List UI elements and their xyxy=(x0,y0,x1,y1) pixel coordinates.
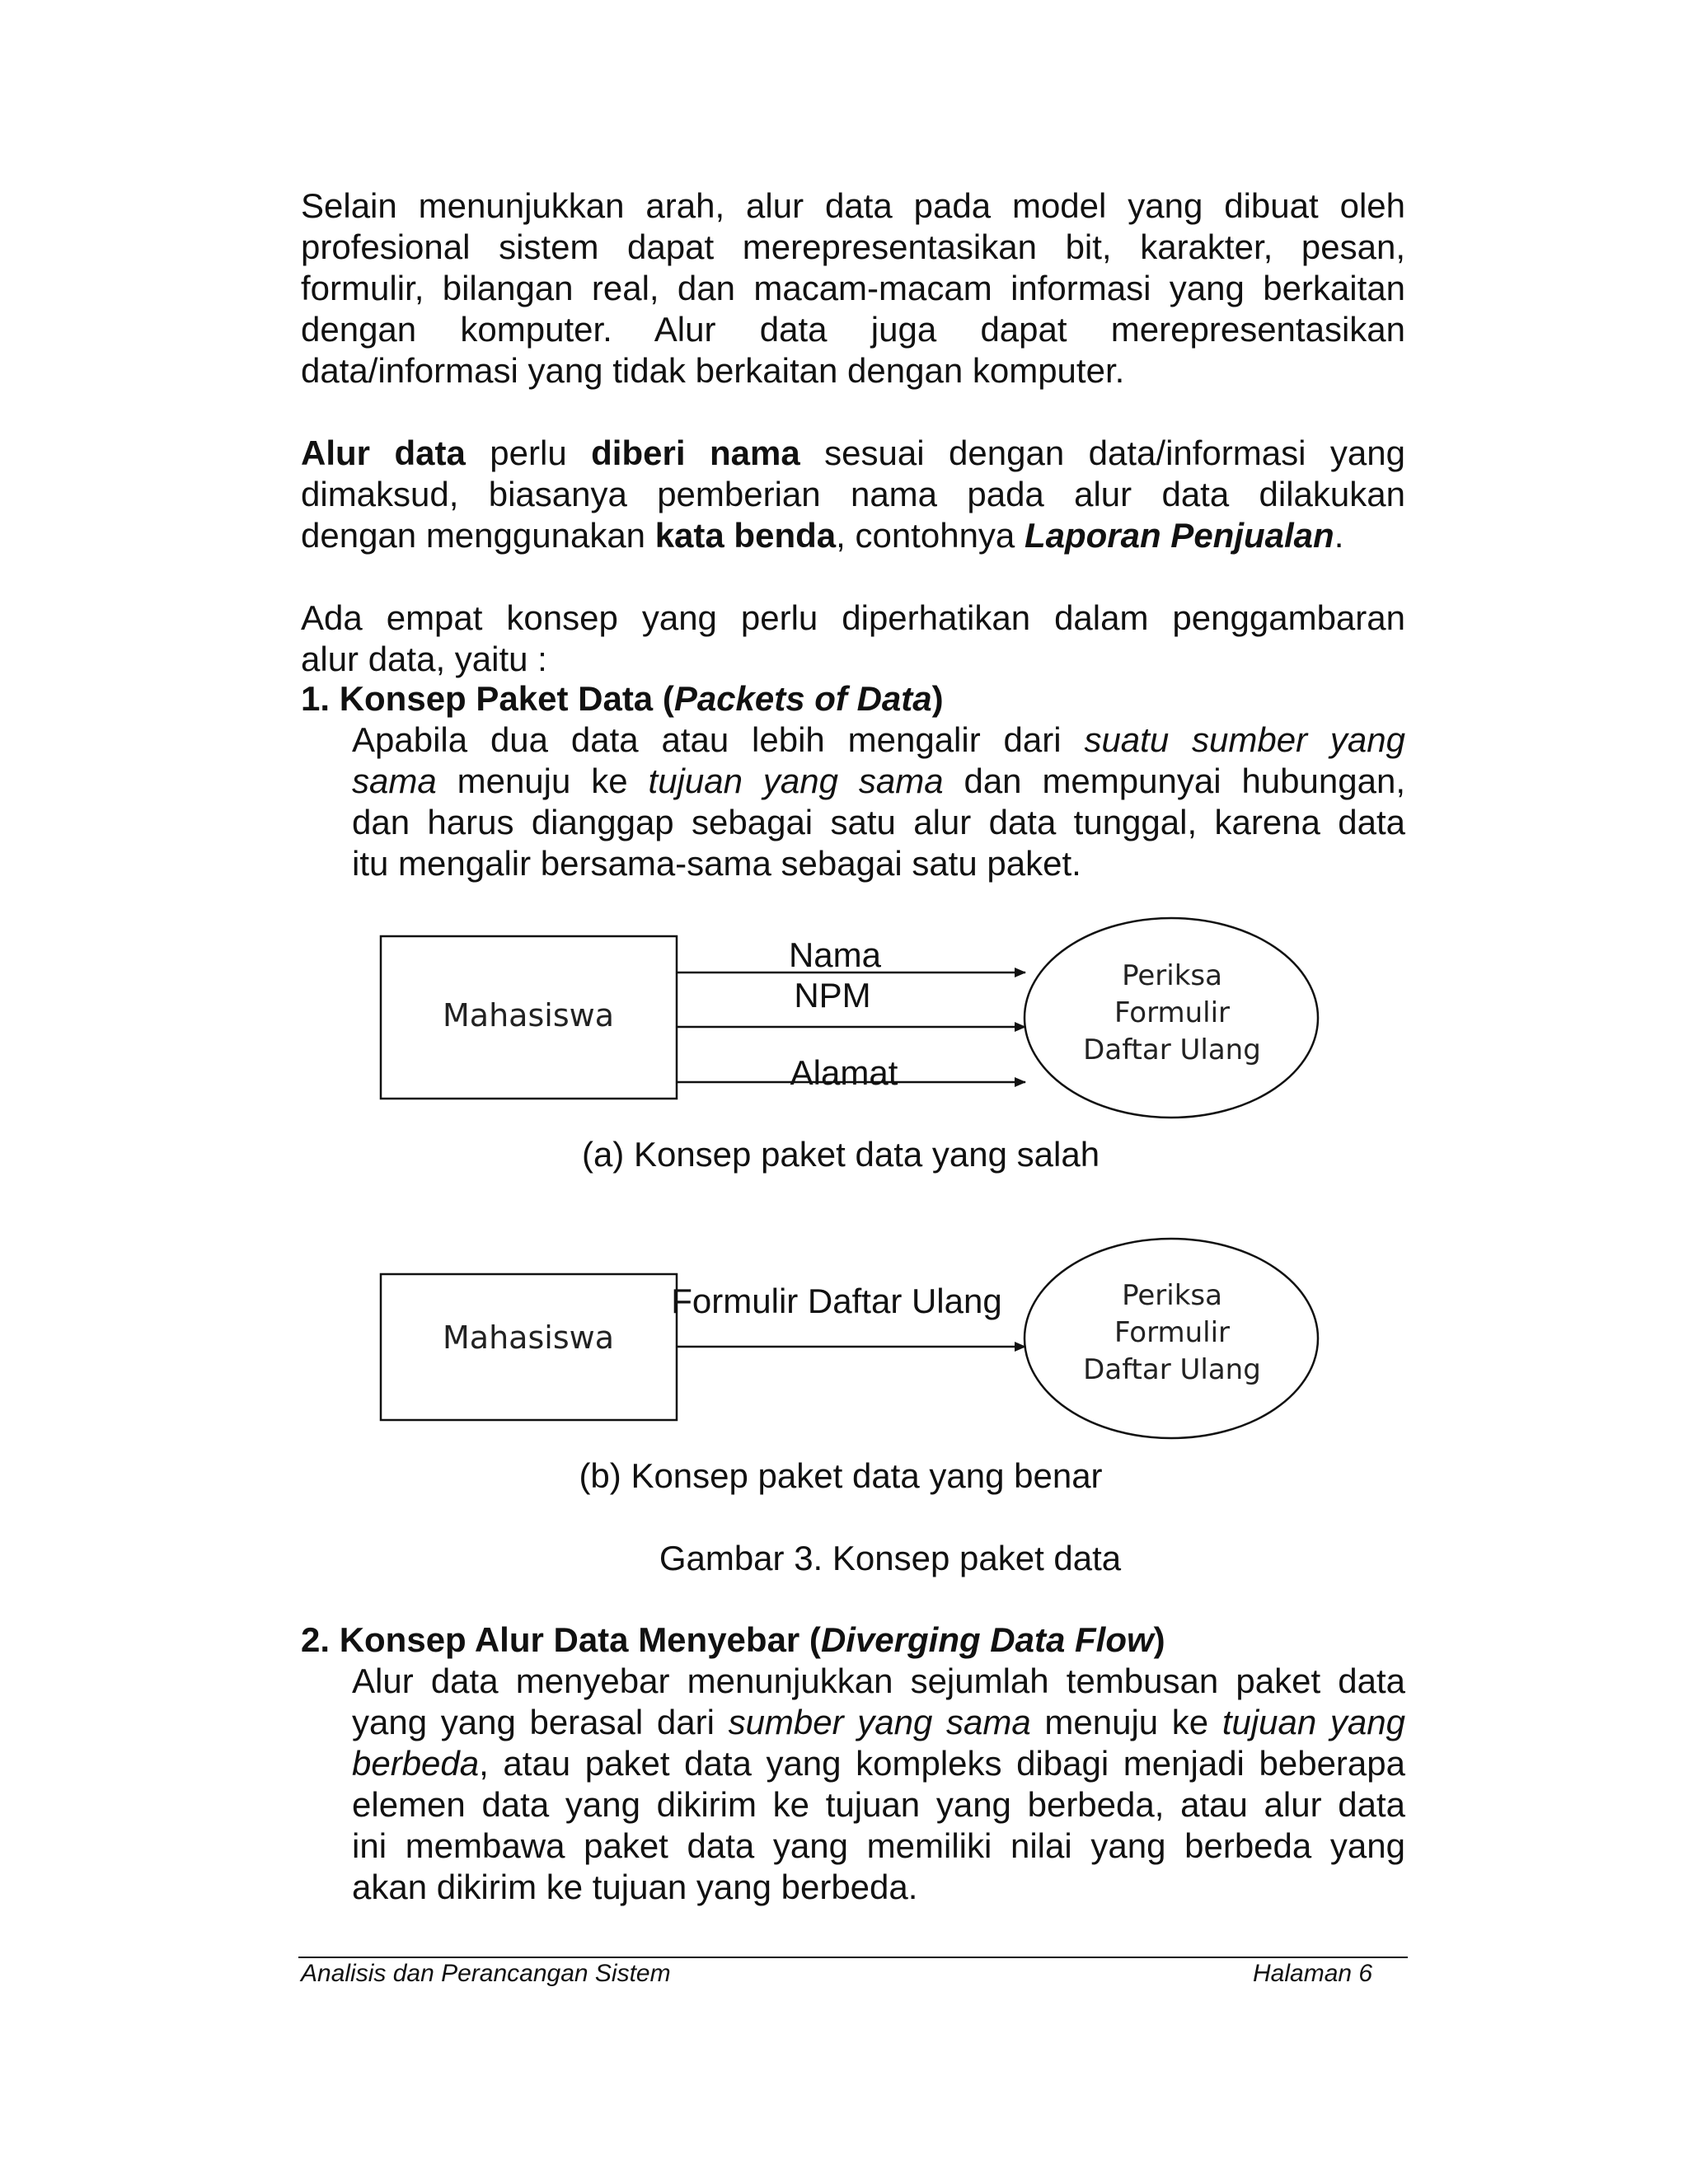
bold-kata-benda: kata benda xyxy=(654,516,837,555)
section2-line-6: akan dikirim ke tujuan yang berbeda. xyxy=(352,1868,918,1906)
body-italic: sama xyxy=(352,762,437,800)
flow-label-formulir: Formulir Daftar Ulang xyxy=(671,1282,1002,1320)
bold-alur-data: Alur data xyxy=(301,434,466,472)
flow-label-alamat: Alamat xyxy=(790,1053,898,1092)
intro-line-5: data/informasi yang tidak berkaitan dengan komputer. xyxy=(301,351,1125,390)
caption-a: (a) Konsep paket data yang salah xyxy=(581,1135,1100,1174)
flow-label-npm: NPM xyxy=(794,976,871,1015)
footer-title: Analisis dan Perancangan Sistem xyxy=(301,1960,671,1987)
process-label-a-line-3: Daftar Ulang xyxy=(1083,1033,1261,1066)
process-label-a-line-1: Periksa xyxy=(1122,959,1222,992)
naming-text: dengan menggunakan xyxy=(301,516,655,555)
heading-text: ) xyxy=(1153,1620,1165,1659)
heading-text: 2. Konsep Alur Data Menyebar ( xyxy=(301,1620,821,1659)
section2-heading xyxy=(301,1619,1405,1661)
flow-label-nama: Nama xyxy=(788,935,882,974)
body-text: dan mempunyai hubungan, xyxy=(943,762,1405,800)
naming-text: perlu xyxy=(465,434,592,472)
body-text: , atau paket data yang kompleks dibagi menjadi beberapa xyxy=(479,1744,1405,1783)
naming-text: sesuai dengan data/informasi yang xyxy=(799,434,1405,472)
intro-line-3: formulir, bilangan real, dan macam-macam informasi yang berkaitan xyxy=(301,269,1405,307)
body-text: yang yang berasal dari xyxy=(352,1703,729,1741)
section2-line-5: ini membawa paket data yang memiliki nilai yang berbeda yang xyxy=(352,1826,1405,1865)
entity-label-b: Mahasiswa xyxy=(443,1319,614,1356)
heading-italic: Diverging Data Flow xyxy=(820,1620,1154,1659)
section2-line-4: elemen data yang dikirim ke tujuan yang berbeda, atau alur data xyxy=(352,1785,1405,1824)
body-italic: tujuan yang sama xyxy=(648,762,944,800)
intro-line-4: dengan komputer. Alur data juga dapat merepresentasikan xyxy=(301,310,1405,349)
caption-b: (b) Konsep paket data yang benar xyxy=(579,1456,1103,1495)
concepts-intro-line-2: alur data, yaitu : xyxy=(301,640,547,678)
process-label-b-line-3: Daftar Ulang xyxy=(1083,1353,1261,1386)
section1-line-4: itu mengalir bersama-sama sebagai satu paket. xyxy=(352,844,1081,883)
section2-line-3 xyxy=(352,1743,1405,1784)
section2-line-1: Alur data menyebar menunjukkan sejumlah tembusan paket data xyxy=(352,1661,1405,1700)
naming-text: , contohnya xyxy=(836,516,1025,555)
body-text: menuju ke xyxy=(436,762,649,800)
figure-caption: Gambar 3. Konsep paket data xyxy=(659,1539,1122,1577)
naming-text: . xyxy=(1334,516,1344,555)
body-text: Apabila dua data atau lebih mengalir dari xyxy=(352,720,1085,759)
heading-text: 1. Konsep Paket Data ( xyxy=(301,679,674,718)
process-label-b-line-2: Formulir xyxy=(1114,1316,1231,1349)
entity-label-a: Mahasiswa xyxy=(443,997,614,1033)
body-italic: tujuan yang xyxy=(1221,1703,1405,1741)
section2-line-2 xyxy=(352,1702,1405,1743)
body-italic: suatu sumber yang xyxy=(1084,720,1405,759)
intro-line-1: Selain menunjukkan arah, alur data pada model yang dibuat oleh xyxy=(301,186,1405,225)
concepts-intro-line-1: Ada empat konsep yang perlu diperhatikan dalam penggambaran xyxy=(301,598,1405,637)
process-label-a-line-2: Formulir xyxy=(1114,996,1231,1029)
section1-line-3: dan harus dianggap sebagai satu alur data tunggal, karena data xyxy=(352,803,1405,841)
example-laporan-penjualan: Laporan Penjualan xyxy=(1024,516,1334,555)
process-label-b-line-1: Periksa xyxy=(1122,1279,1222,1312)
body-text: menuju ke xyxy=(1030,1703,1222,1741)
intro-line-2: profesional sistem dapat merepresentasikan bit, karakter, pesan, xyxy=(301,227,1405,266)
naming-line-2: dimaksud, biasanya pemberian nama pada alur data dilakukan xyxy=(301,475,1405,513)
heading-italic: Packets of Data xyxy=(673,679,932,718)
body-italic: berbeda xyxy=(352,1744,480,1783)
footer-page-number: Halaman 6 xyxy=(1253,1960,1373,1987)
bold-diberi-nama: diberi nama xyxy=(591,434,800,472)
heading-text: ) xyxy=(931,679,944,718)
footer-rule xyxy=(298,1957,1408,1958)
body-italic: sumber yang sama xyxy=(728,1703,1031,1741)
